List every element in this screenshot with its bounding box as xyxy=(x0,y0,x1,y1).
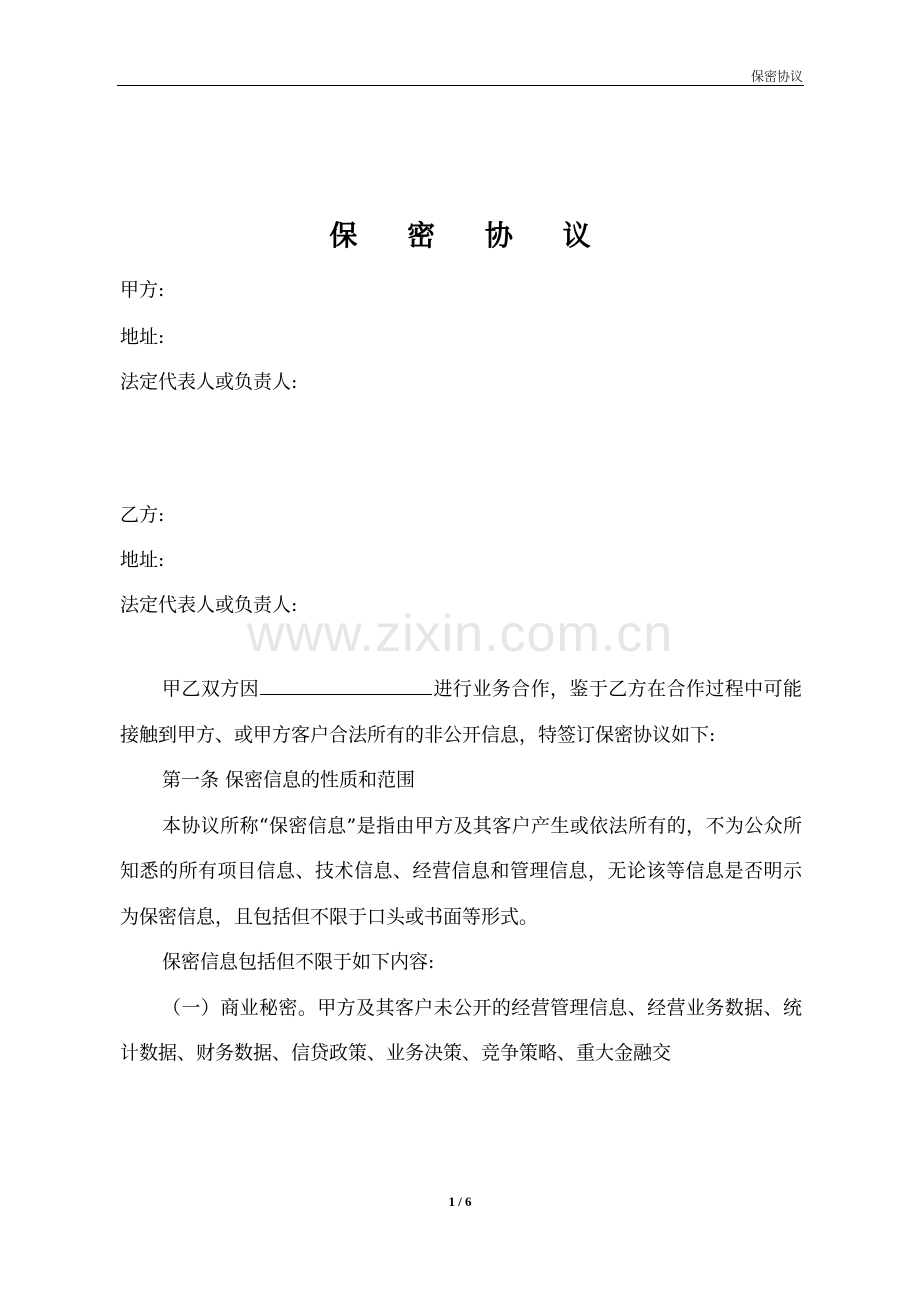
intro-text-after-blank: 进行业务合作，鉴于乙方在合作过程中可能接触到甲方、或甲方客户合法所有的非公开信息，特签订保密协议如下: xyxy=(120,678,802,746)
header-rule xyxy=(117,85,804,86)
document-title: 保 密 协 议 xyxy=(329,219,611,252)
scope-intro: 保密信息包括但不限于如下内容: xyxy=(162,951,435,973)
article1-definition: 本协议所称“保密信息”是指由甲方及其客户产生或依法所有的，不为公众所知悉的所有项目信息、技术信息、经营信息和管理信息，无论该等信息是否明示为保密信息，且包括但不限于口头或书面等形式。 xyxy=(120,814,802,928)
intro-paragraph xyxy=(120,667,802,758)
scope-item-1: （一）商业秘密。甲方及其客户未公开的经营管理信息、经营业务数据、统计数据、财务数据、信贷政策、业务决策、竞争策略、重大金融交 xyxy=(120,996,802,1064)
party-b-label: 乙方: xyxy=(120,504,165,526)
page-number: 1 / 6 xyxy=(448,1194,472,1209)
party-a-address-label: 地址: xyxy=(120,326,165,348)
running-header: 保密协议 xyxy=(750,70,803,85)
article1-heading: 第一条 保密信息的性质和范围 xyxy=(162,769,416,791)
cooperation-blank-field xyxy=(260,676,432,695)
party-a-label: 甲方: xyxy=(120,279,165,301)
party-b-representative-label: 法定代表人或负责人: xyxy=(120,594,298,616)
party-b-address-label: 地址: xyxy=(120,549,165,571)
intro-text-before-blank: 甲乙双方因 xyxy=(162,678,260,700)
party-a-representative-label: 法定代表人或负责人: xyxy=(120,371,298,393)
watermark: www.zixin.com.cn xyxy=(246,605,674,663)
document-body xyxy=(120,667,802,1077)
